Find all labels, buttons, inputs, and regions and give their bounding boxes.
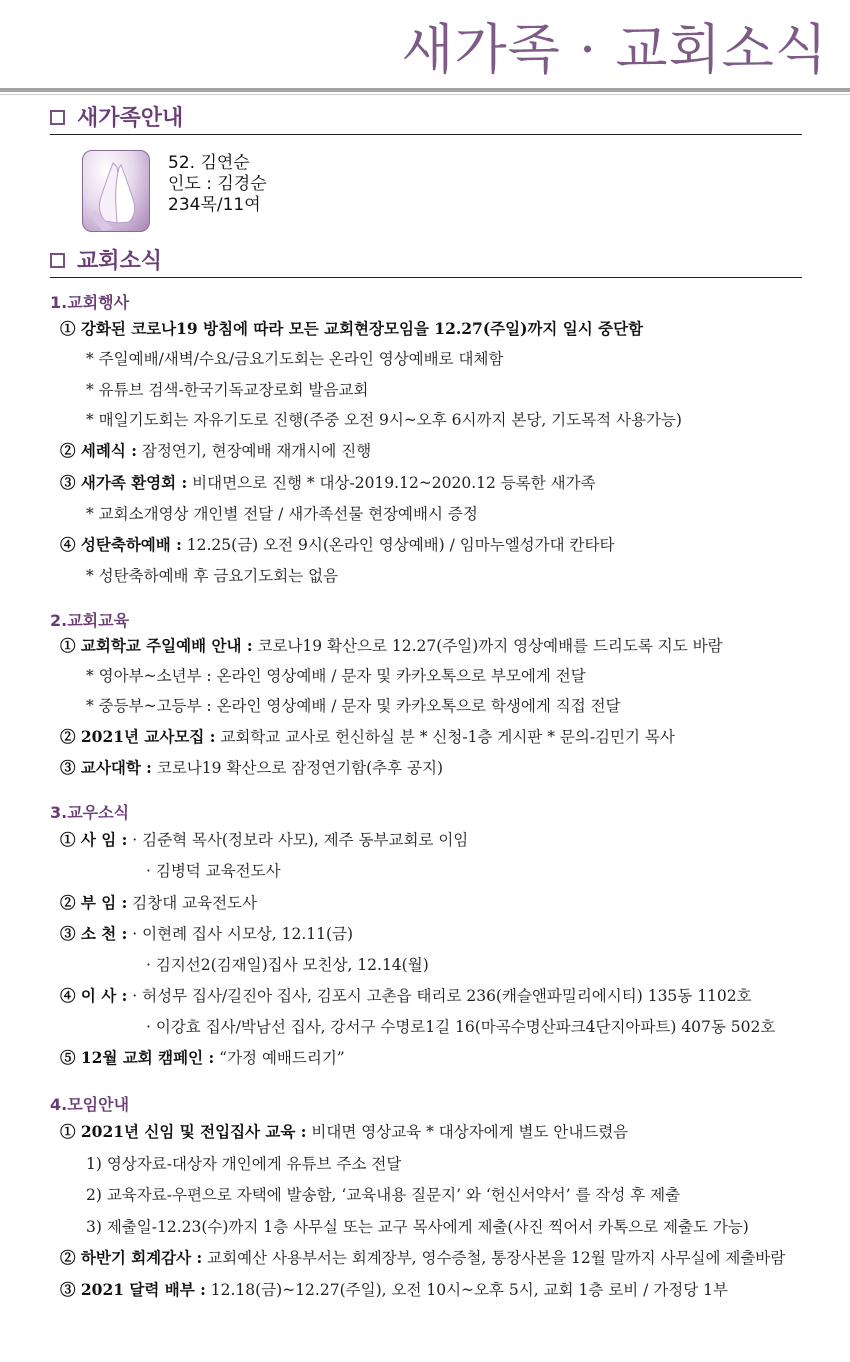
news-note: * 영아부~소년부 : 온라인 영상예배 / 문자 및 카카오톡으로 부모에게 전달 xyxy=(86,667,586,685)
member-guide: 인도 : 김경순 xyxy=(168,174,267,194)
news-item: ③ 교사대학 : 코로나19 확산으로 잠정연기함(추후 공지) xyxy=(60,758,444,777)
news-item: ② 하반기 회계감사 : 교회예산 사용부서는 회계장부, 영수증철, 통장사본을 12월 말까지 사무실에 제출바람 xyxy=(60,1248,786,1267)
news-item: ② 세례식 : 잠정연기, 현장예배 재개시에 진행 xyxy=(60,441,372,460)
news-note: * 교회소개영상 개인별 전달 / 새가족선물 현장예배시 증정 xyxy=(86,505,478,523)
praying-hands-icon xyxy=(82,150,150,232)
news-item: ③ 새가족 환영회 : 비대면으로 진행 * 대상-2019.12~2020.12 등록한 새가족 xyxy=(60,473,596,492)
checkbox-square-icon xyxy=(50,110,65,125)
news-item: ② 2021년 교사모집 : 교회학교 교사로 헌신하실 분 * 신청-1층 게시판 * 문의-김민기 목사 xyxy=(60,727,675,746)
title-divider xyxy=(0,88,850,92)
page-title: 새가족 · 교회소식 xyxy=(401,18,828,81)
category-title: 3.교우소식 xyxy=(50,803,130,822)
news-item: ④ 성탄축하예배 : 12.25(금) 오전 9시(온라인 영상예배) / 임마누엘성가대 칸타타 xyxy=(60,535,615,554)
checkbox-square-icon xyxy=(50,253,65,268)
news-item: ① 강화된 코로나19 방침에 따라 모든 교회현장모임을 12.27(주일)까지 일시 중단함 xyxy=(60,319,644,338)
news-subitem: · 이강효 집사/박남선 집사, 강서구 수명로1길 16(마곡수명산파크4단지아파트) 407동 502호 xyxy=(146,1018,776,1036)
section-title-church-news: 교회소식 xyxy=(77,249,163,274)
news-note: * 매일기도회는 자유기도로 진행(주중 오전 9시~오후 6시까지 본당, 기도목적 사용가능) xyxy=(86,411,682,429)
news-note: 1) 영상자료-대상자 개인에게 유튜브 주소 전달 xyxy=(86,1155,402,1173)
news-item: ① 사 임 : · 김준혁 목사(정보라 사모), 제주 동부교회로 이임 xyxy=(60,830,469,849)
title-divider-thin xyxy=(0,94,850,95)
news-subitem: · 김병덕 교육전도사 xyxy=(146,862,281,880)
news-item: ④ 이 사 : · 허성무 집사/길진아 집사, 김포시 고촌읍 태리로 236(캐슬앤파밀리에시티) 135동 1102호 xyxy=(60,986,752,1005)
news-item: ⑤ 12월 교회 캠페인 : “가정 예배드리기” xyxy=(60,1048,345,1067)
category-title: 2.교회교육 xyxy=(50,611,130,630)
news-note: 2) 교육자료-우편으로 자택에 발송함, ‘교육내용 질문지’ 와 ‘헌신서약서’ 를 작성 후 제출 xyxy=(86,1186,681,1204)
section-header-new-family xyxy=(50,99,802,135)
member-district: 234목/11여 xyxy=(168,195,261,215)
category-title: 4.모임안내 xyxy=(50,1095,130,1114)
news-note: 3) 제출일-12.23(수)까지 1층 사무실 또는 교구 목사에게 제출(사진 찍어서 카톡으로 제출도 가능) xyxy=(86,1218,749,1236)
section-header-church-news xyxy=(50,242,802,278)
news-item: ① 2021년 신임 및 전입집사 교육 : 비대면 영상교육 * 대상자에게 별도 안내드렸음 xyxy=(60,1122,629,1141)
news-item: ② 부 임 : 김창대 교육전도사 xyxy=(60,893,257,912)
new-member-card xyxy=(82,150,482,235)
news-item: ③ 2021 달력 배부 : 12.18(금)~12.27(주일), 오전 10시~오후 5시, 교회 1층 로비 / 가정당 1부 xyxy=(60,1280,728,1299)
news-note: * 주일예배/새벽/수요/금요기도회는 온라인 영상예배로 대체함 xyxy=(86,350,504,368)
member-name: 52. 김연순 xyxy=(168,153,250,173)
news-subitem: · 김지선2(김재일)집사 모친상, 12.14(월) xyxy=(146,956,429,974)
news-note: * 성탄축하예배 후 금요기도회는 없음 xyxy=(86,567,339,585)
news-note: * 유튜브 검색-한국기독교장로회 발음교회 xyxy=(86,381,369,399)
news-note: * 중등부~고등부 : 온라인 영상예배 / 문자 및 카카오톡으로 학생에게 직접 전달 xyxy=(86,697,621,715)
category-title: 1.교회행사 xyxy=(50,293,130,312)
news-item: ③ 소 천 : · 이현례 집사 시모상, 12.11(금) xyxy=(60,924,354,943)
news-item: ① 교회학교 주일예배 안내 : 코로나19 확산으로 12.27(주일)까지 영상예배를 드리도록 지도 바람 xyxy=(60,636,723,655)
section-title-new-family: 새가족안내 xyxy=(77,106,184,131)
